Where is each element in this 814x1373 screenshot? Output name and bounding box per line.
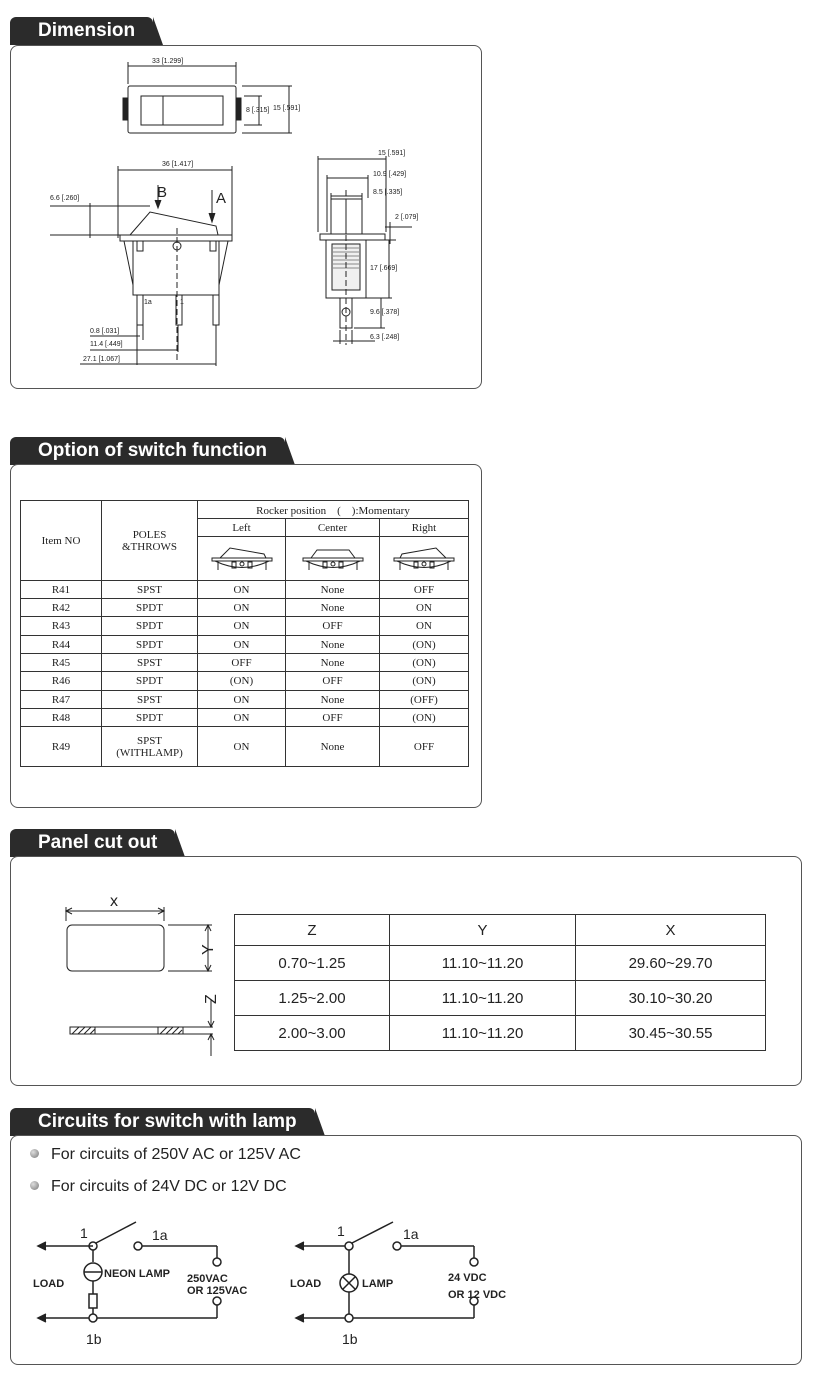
c1-terminal-1a: 1a [152, 1227, 168, 1243]
dim-term-1a: 1a [144, 299, 152, 306]
c2-terminal-1a: 1a [403, 1226, 419, 1242]
circuit-diagrams [0, 1210, 560, 1360]
dim-end-63: 6.3 [.248] [370, 334, 400, 341]
table-row: R46 SPDT (ON) OFF (ON) [21, 672, 469, 691]
c1-terminal-1b: 1b [86, 1331, 102, 1347]
c2-load: LOAD [290, 1278, 322, 1290]
dim-label-a: A [216, 190, 227, 207]
table-row: 1.25~2.00 11.10~11.20 30.10~30.20 [235, 981, 766, 1016]
dim-end-17: 17 [.669] [370, 265, 398, 272]
switch-function-table [20, 500, 469, 767]
panel-header-y: Y [390, 915, 576, 946]
table-row: R42 SPDT ON None ON [21, 599, 469, 617]
dim-271: 27.1 [1.067] [83, 356, 120, 363]
panel-cutout-drawing [0, 880, 230, 1070]
bullet-ac: For circuits of 250V AC or 125V AC [30, 1146, 301, 1164]
table-row: R49 SPST (WITHLAMP) ON None OFF [21, 727, 469, 767]
dim-08: 0.8 [.031] [90, 328, 120, 335]
dimension-title: Dimension [10, 17, 153, 45]
rocker-center-icon [286, 537, 380, 581]
table-row: R44 SPDT ON None (ON) [21, 636, 469, 654]
c2-terminal-1b: 1b [342, 1331, 358, 1347]
table-row: R41 SPST ON None OFF [21, 581, 469, 599]
dim-end-96: 9.6 [.378] [370, 309, 400, 316]
bullet-icon [30, 1181, 39, 1190]
dimension-drawing [0, 0, 490, 390]
header-poles: POLES &THROWS [102, 501, 198, 581]
dim-end-2: 2 [.079] [395, 214, 419, 221]
c1-lamp: NEON LAMP [104, 1268, 170, 1280]
dim-term-1: 1 [180, 299, 184, 306]
bullet-dc: For circuits of 24V DC or 12V DC [30, 1178, 287, 1196]
c2-terminal-1: 1 [337, 1223, 345, 1239]
table-row: R45 SPST OFF None (ON) [21, 654, 469, 672]
bullet-icon [30, 1149, 39, 1158]
header-rocker-position: Rocker position ( ):Momentary [198, 501, 469, 519]
dim-label-b: B [157, 184, 168, 201]
table-row: R43 SPDT ON OFF ON [21, 617, 469, 636]
panel-label-y: Y [200, 944, 217, 955]
panel-header-z: Z [235, 915, 390, 946]
c2-voltage-2: OR 12 VDC [448, 1289, 507, 1301]
table-row: 0.70~1.25 11.10~11.20 29.60~29.70 [235, 946, 766, 981]
dim-top-h1: 8 [.315] [246, 107, 270, 114]
c2-lamp: LAMP [362, 1278, 394, 1290]
header-center: Center [286, 519, 380, 537]
table-row: 2.00~3.00 11.10~11.20 30.45~30.55 [235, 1016, 766, 1051]
header-item-no: Item NO [21, 501, 102, 581]
c1-terminal-1: 1 [80, 1225, 88, 1241]
dim-114: 11.4 [.449] [90, 341, 123, 348]
panel-label-z: Z [203, 994, 220, 1004]
table-row: R47 SPST ON None (OFF) [21, 691, 469, 709]
c1-voltage-2: OR 125VAC [187, 1285, 248, 1297]
c1-voltage-1: 250VAC [187, 1273, 228, 1285]
rocker-right-icon [380, 537, 469, 581]
panel-cutout-table [234, 914, 766, 1051]
panel-label-x: x [110, 893, 118, 910]
panel-title: Panel cut out [10, 829, 175, 857]
dim-side-offset: 6.6 [.260] [50, 195, 80, 202]
panel-header-x: X [576, 915, 766, 946]
dim-top-width: 33 [1.299] [152, 58, 184, 65]
c2-voltage-1: 24 VDC [448, 1272, 487, 1284]
header-right: Right [380, 519, 469, 537]
circuits-title: Circuits for switch with lamp [10, 1108, 315, 1136]
header-left: Left [198, 519, 286, 537]
c1-load: LOAD [33, 1278, 65, 1290]
rocker-left-icon [198, 537, 286, 581]
dim-end-15: 15 [.591] [378, 150, 406, 157]
dim-top-h2: 15 [.591] [273, 105, 301, 112]
dim-end-85: 8.5 [.335] [373, 189, 403, 196]
table-row: R48 SPDT ON OFF (ON) [21, 709, 469, 727]
dim-side-width: 36 [1.417] [162, 161, 194, 168]
dim-end-109: 10.9 [.429] [373, 171, 407, 178]
option-title: Option of switch function [10, 437, 285, 465]
